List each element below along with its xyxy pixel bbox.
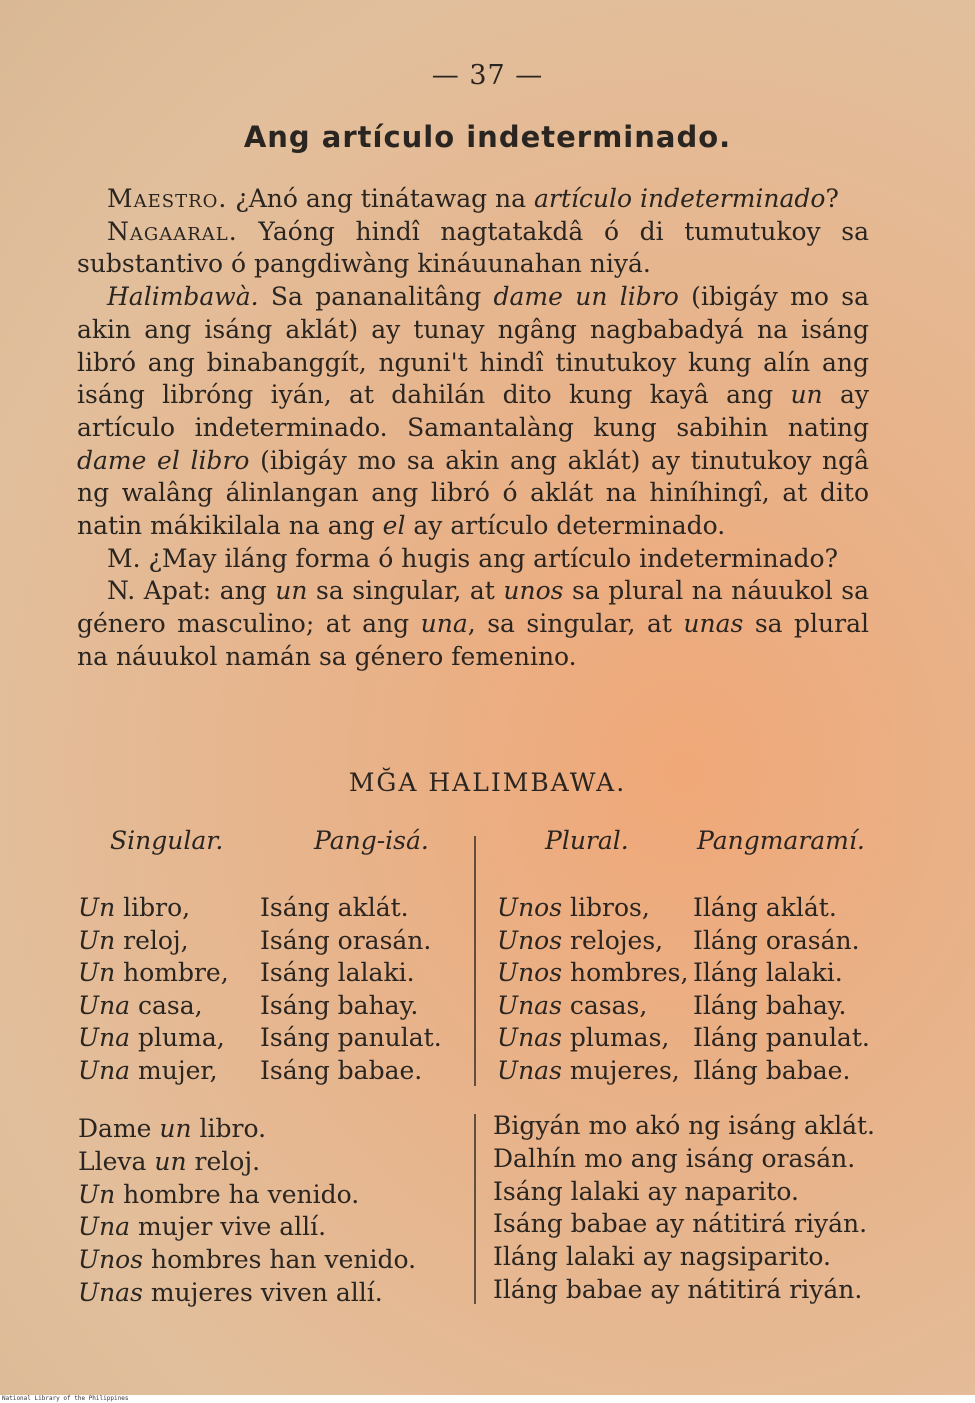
column-header-singular: Singular. — [110, 826, 224, 855]
list-item: Isáng lalaki. — [260, 958, 415, 988]
list-item: Una pluma, — [78, 1023, 225, 1053]
list-item: Unas mujeres, — [497, 1055, 680, 1085]
list-item: Lleva un reloj. — [78, 1146, 261, 1176]
column-header-plural: Plural. — [545, 826, 629, 855]
list-item: Iláng bahay. — [693, 990, 847, 1020]
list-item: Isáng lalaki ay naparito. — [493, 1176, 799, 1206]
list-item: Bigyán mo akó ng isáng aklát. — [493, 1111, 875, 1140]
example-lead: Halimbawà. — [107, 282, 259, 312]
list-item: Unos libros, — [497, 893, 650, 922]
paragraph-question-1: Maestro. ¿Anó ang tinátawag na artículo indeterminado? — [107, 184, 839, 213]
list-item: Isáng orasán. — [260, 925, 432, 955]
plural-spanish-column — [497, 892, 688, 1088]
list-item: Iláng panulat. — [693, 1023, 870, 1053]
examples-heading: MĞA HALIMBAWA. — [348, 768, 627, 797]
paragraph-answer-1: Nagaaral. Yaóng hindî nagtatakdâ ó di tumutukoy sa substantivo ó pangdiwàng kináuunahan niyá. — [77, 216, 869, 279]
column-divider — [474, 1114, 476, 1304]
list-item: Isáng babae ay nátitirá riyán. — [493, 1209, 868, 1239]
page-number: — 37 — — [431, 60, 544, 91]
list-item: Unos hombres, — [497, 958, 689, 988]
list-item: Iláng babae. — [693, 1055, 851, 1085]
singular-tagalog-column — [260, 892, 442, 1088]
column-header-pang-isa: Pang-isá. — [314, 826, 429, 855]
list-item: Iláng babae ay nátitirá riyán. — [493, 1274, 863, 1304]
speaker-label: Nagaaral. — [107, 216, 238, 246]
list-item: Un libro, — [78, 893, 191, 922]
list-item: Isáng aklát. — [260, 893, 409, 922]
singular-spanish-column — [78, 892, 229, 1088]
speaker-label: Maestro. — [107, 184, 228, 213]
plural-tagalog-column — [693, 892, 870, 1088]
list-item: Unos relojes, — [497, 925, 664, 955]
tagalog-sentences — [493, 1110, 875, 1307]
list-item: Unos hombres han venido. — [78, 1245, 417, 1275]
list-item: Iláng orasán. — [693, 925, 860, 955]
list-item: Isáng panulat. — [260, 1023, 442, 1053]
list-item: Unas casas, — [497, 990, 648, 1020]
paragraph-answer-2: N. Apat: ang un sa singular, at unos sa plural na náuukol sa género masculino; at ang una, sa singular, at unas sa plural na náuukol namán sa género femenino. — [77, 576, 869, 671]
list-item: Un reloj, — [78, 925, 189, 955]
list-item: Un hombre ha venido. — [78, 1179, 360, 1209]
list-item: Isáng babae. — [260, 1055, 423, 1085]
list-item: Una casa, — [78, 990, 203, 1020]
list-item: Dame un libro. — [78, 1114, 267, 1143]
list-item: Unas plumas, — [497, 1023, 670, 1053]
term: artículo indeterminado — [534, 184, 826, 213]
paragraph-question-2: M. ¿May iláng forma ó hugis ang artículo indeterminado? — [107, 543, 839, 573]
list-item: Una mujer, — [78, 1055, 218, 1085]
list-item: Un hombre, — [78, 958, 229, 988]
section-title: Ang artículo indeterminado. — [243, 120, 732, 154]
column-divider — [474, 836, 476, 1086]
column-header-pangmarami: Pangmaramí. — [697, 826, 865, 855]
list-item: Unas mujeres viven allí. — [78, 1277, 383, 1307]
list-item: Iláng aklát. — [693, 893, 837, 922]
list-item: Iláng lalaki ay nagsiparito. — [493, 1242, 831, 1272]
paragraph-example: Halimbawà. Sa pananalitâng dame un libro (ibigáy mo sa akin ang isáng aklát) ay tunay ngâng nagbabadyá na isáng libró ang binabanggít, nguni't hindî tinutukoy kung alín ang isáng libróng iyán, at dahilán dito kung kayâ ang un ay artículo indeterminado. Samantalàng kung sabihin nating dame el libro (ibigáy mo sa akin ang aklát) ay tinutukoy ngâ ng walâng álinlangan ang libró ó aklát na hiníhingî, at dito natin mákikilala na ang el ay artículo determinado. — [77, 282, 869, 541]
list-item: Isáng bahay. — [260, 990, 419, 1020]
list-item: Dalhín mo ang isáng orasán. — [493, 1143, 856, 1173]
list-item: Una mujer vive allí. — [78, 1212, 327, 1242]
footer-watermark: National Library of the Philippines — [0, 1395, 975, 1403]
body-text — [77, 183, 869, 674]
list-item: Iláng lalaki. — [693, 958, 843, 988]
spanish-sentences — [78, 1113, 416, 1310]
